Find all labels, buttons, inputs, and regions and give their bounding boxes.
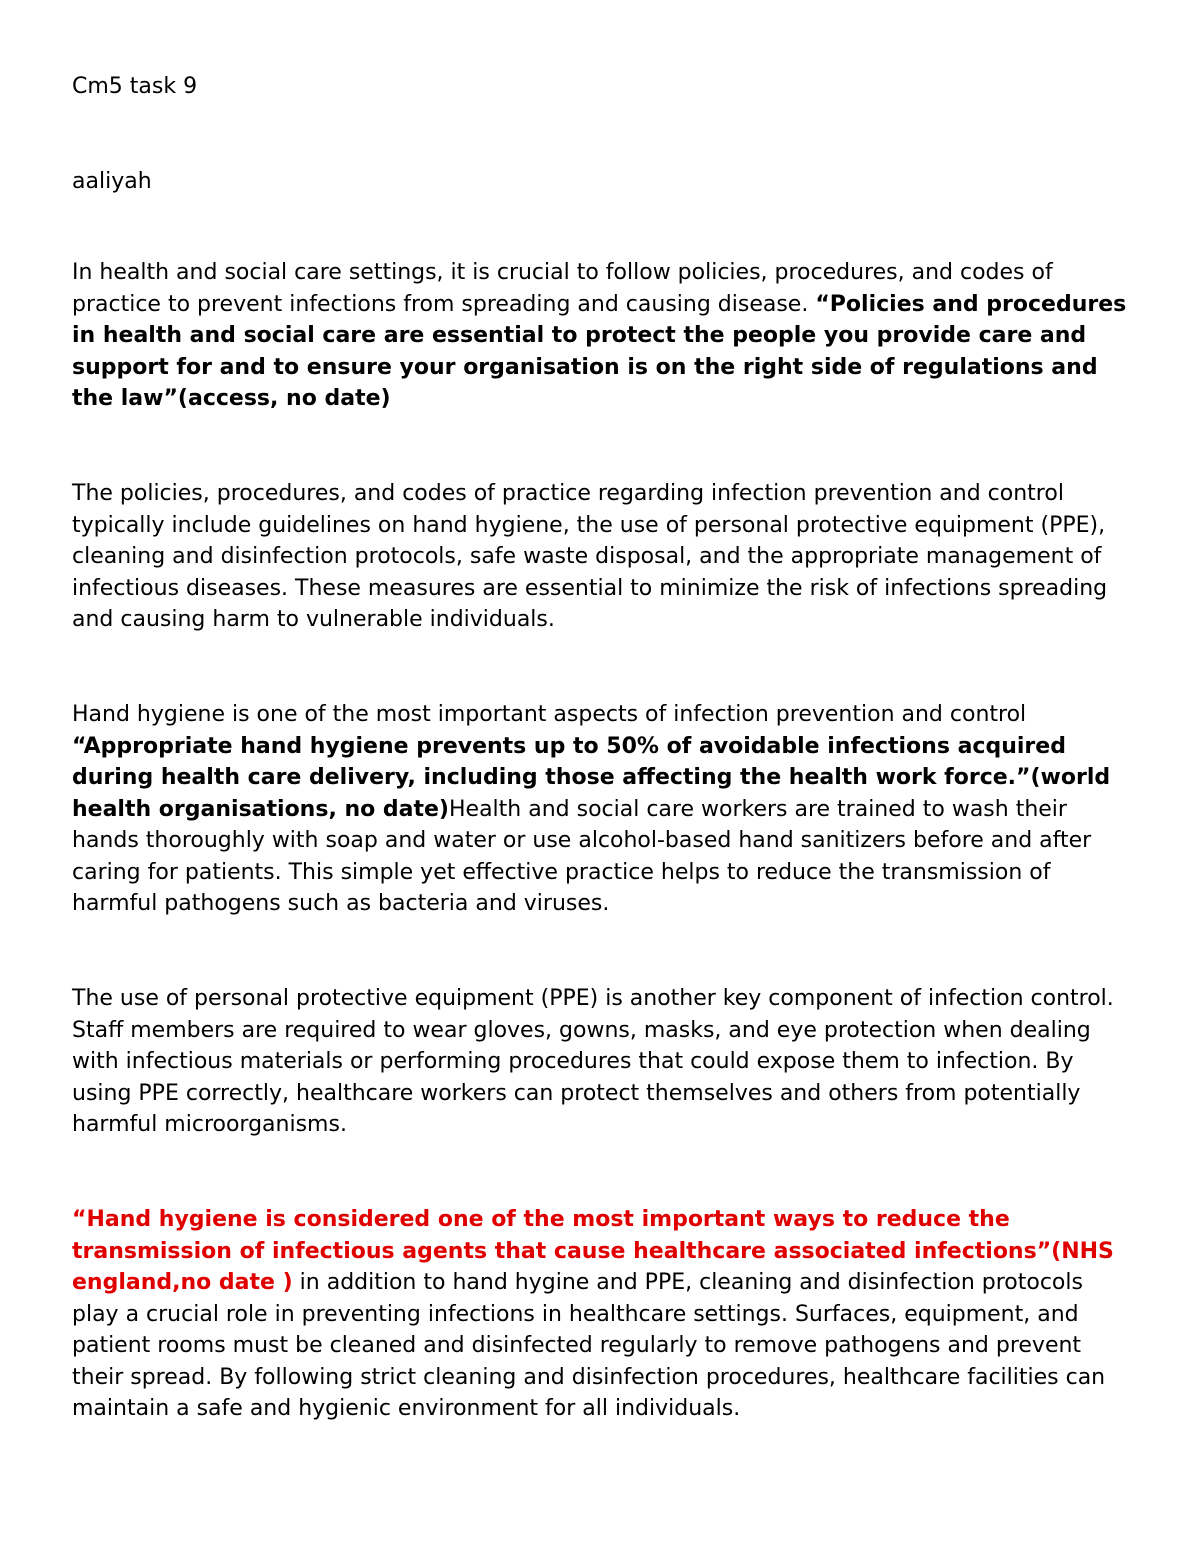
paragraph-hand-hygiene-text: Health and social care workers are trained to wash their hands thoroughly with soap and water or use alcohol-based hand sanitizers before and after caring for patients. This simple yet effective practice helps to reduce the transmission of harmful pathogens such as bacteria and viruses. — [72, 796, 1092, 916]
paragraph-intro — [72, 257, 1132, 415]
paragraph-intro-text: In health and social care settings, it is crucial to follow policies, procedures, and codes of practice to prevent infections from spreading and causing disease. — [72, 260, 1053, 317]
document-title-text: Cm5 task 9 — [72, 74, 198, 99]
paragraph-policies-text: The policies, procedures, and codes of practice regarding infection prevention and control typically include guidelines on hand hygiene, the use of personal protective equipment (PPE), cleaning and disinfection protocols, safe waste disposal, and the appropriate management of infectious diseases. These measures are essential to minimize the risk of infections spreading and causing harm to vulnerable individuals. — [72, 481, 1108, 632]
paragraph-hand-hygiene-quote: “Appropriate hand hygiene prevents up to 50% of avoidable infections acquired during health care delivery, including those affecting the health work force.”(world health organisations, no date) — [72, 733, 1111, 822]
paragraph-nhs-quote: “Hand hygiene is considered one of the most important ways to reduce the transmission of infectious agents that cause healthcare associated infections”(NHS england,no date ) — [72, 1207, 1114, 1295]
document-author — [72, 166, 1132, 198]
paragraph-ppe — [72, 983, 1132, 1141]
paragraph-nhs-text: in addition to hand hygine and PPE, cleaning and disinfection protocols play a crucial role in preventing infections in healthcare settings. Surfaces, equipment, and patient rooms must be cleaned and disinfected regularly to remove pathogens and prevent their spread. By following strict cleaning and disinfection procedures, healthcare facilities can maintain a safe and hygienic environment for all individuals. — [72, 1270, 1106, 1421]
paragraph-intro-quote: “Policies and procedures in health and social care are essential to protect the people you provide care and support for and to ensure your organisation is on the right side of regulations and the law”(access, no date) — [72, 291, 1127, 411]
paragraph-nhs — [72, 1204, 1132, 1425]
paragraph-policies — [72, 478, 1132, 636]
document-title — [72, 71, 1132, 103]
paragraph-hand-hygiene-lead: Hand hygiene is one of the most important aspects of infection prevention and control — [72, 702, 1027, 727]
paragraph-hand-hygiene — [72, 699, 1132, 920]
paragraph-ppe-text: The use of personal protective equipment (PPE) is another key component of infection control. Staff members are required to wear gloves, gowns, masks, and eye protection when dealing with infectious materials or performing procedures that could expose them to infection. By using PPE correctly, healthcare workers can protect themselves and others from potentially harmful microorganisms. — [72, 986, 1114, 1137]
document-author-text: aaliyah — [72, 169, 152, 194]
